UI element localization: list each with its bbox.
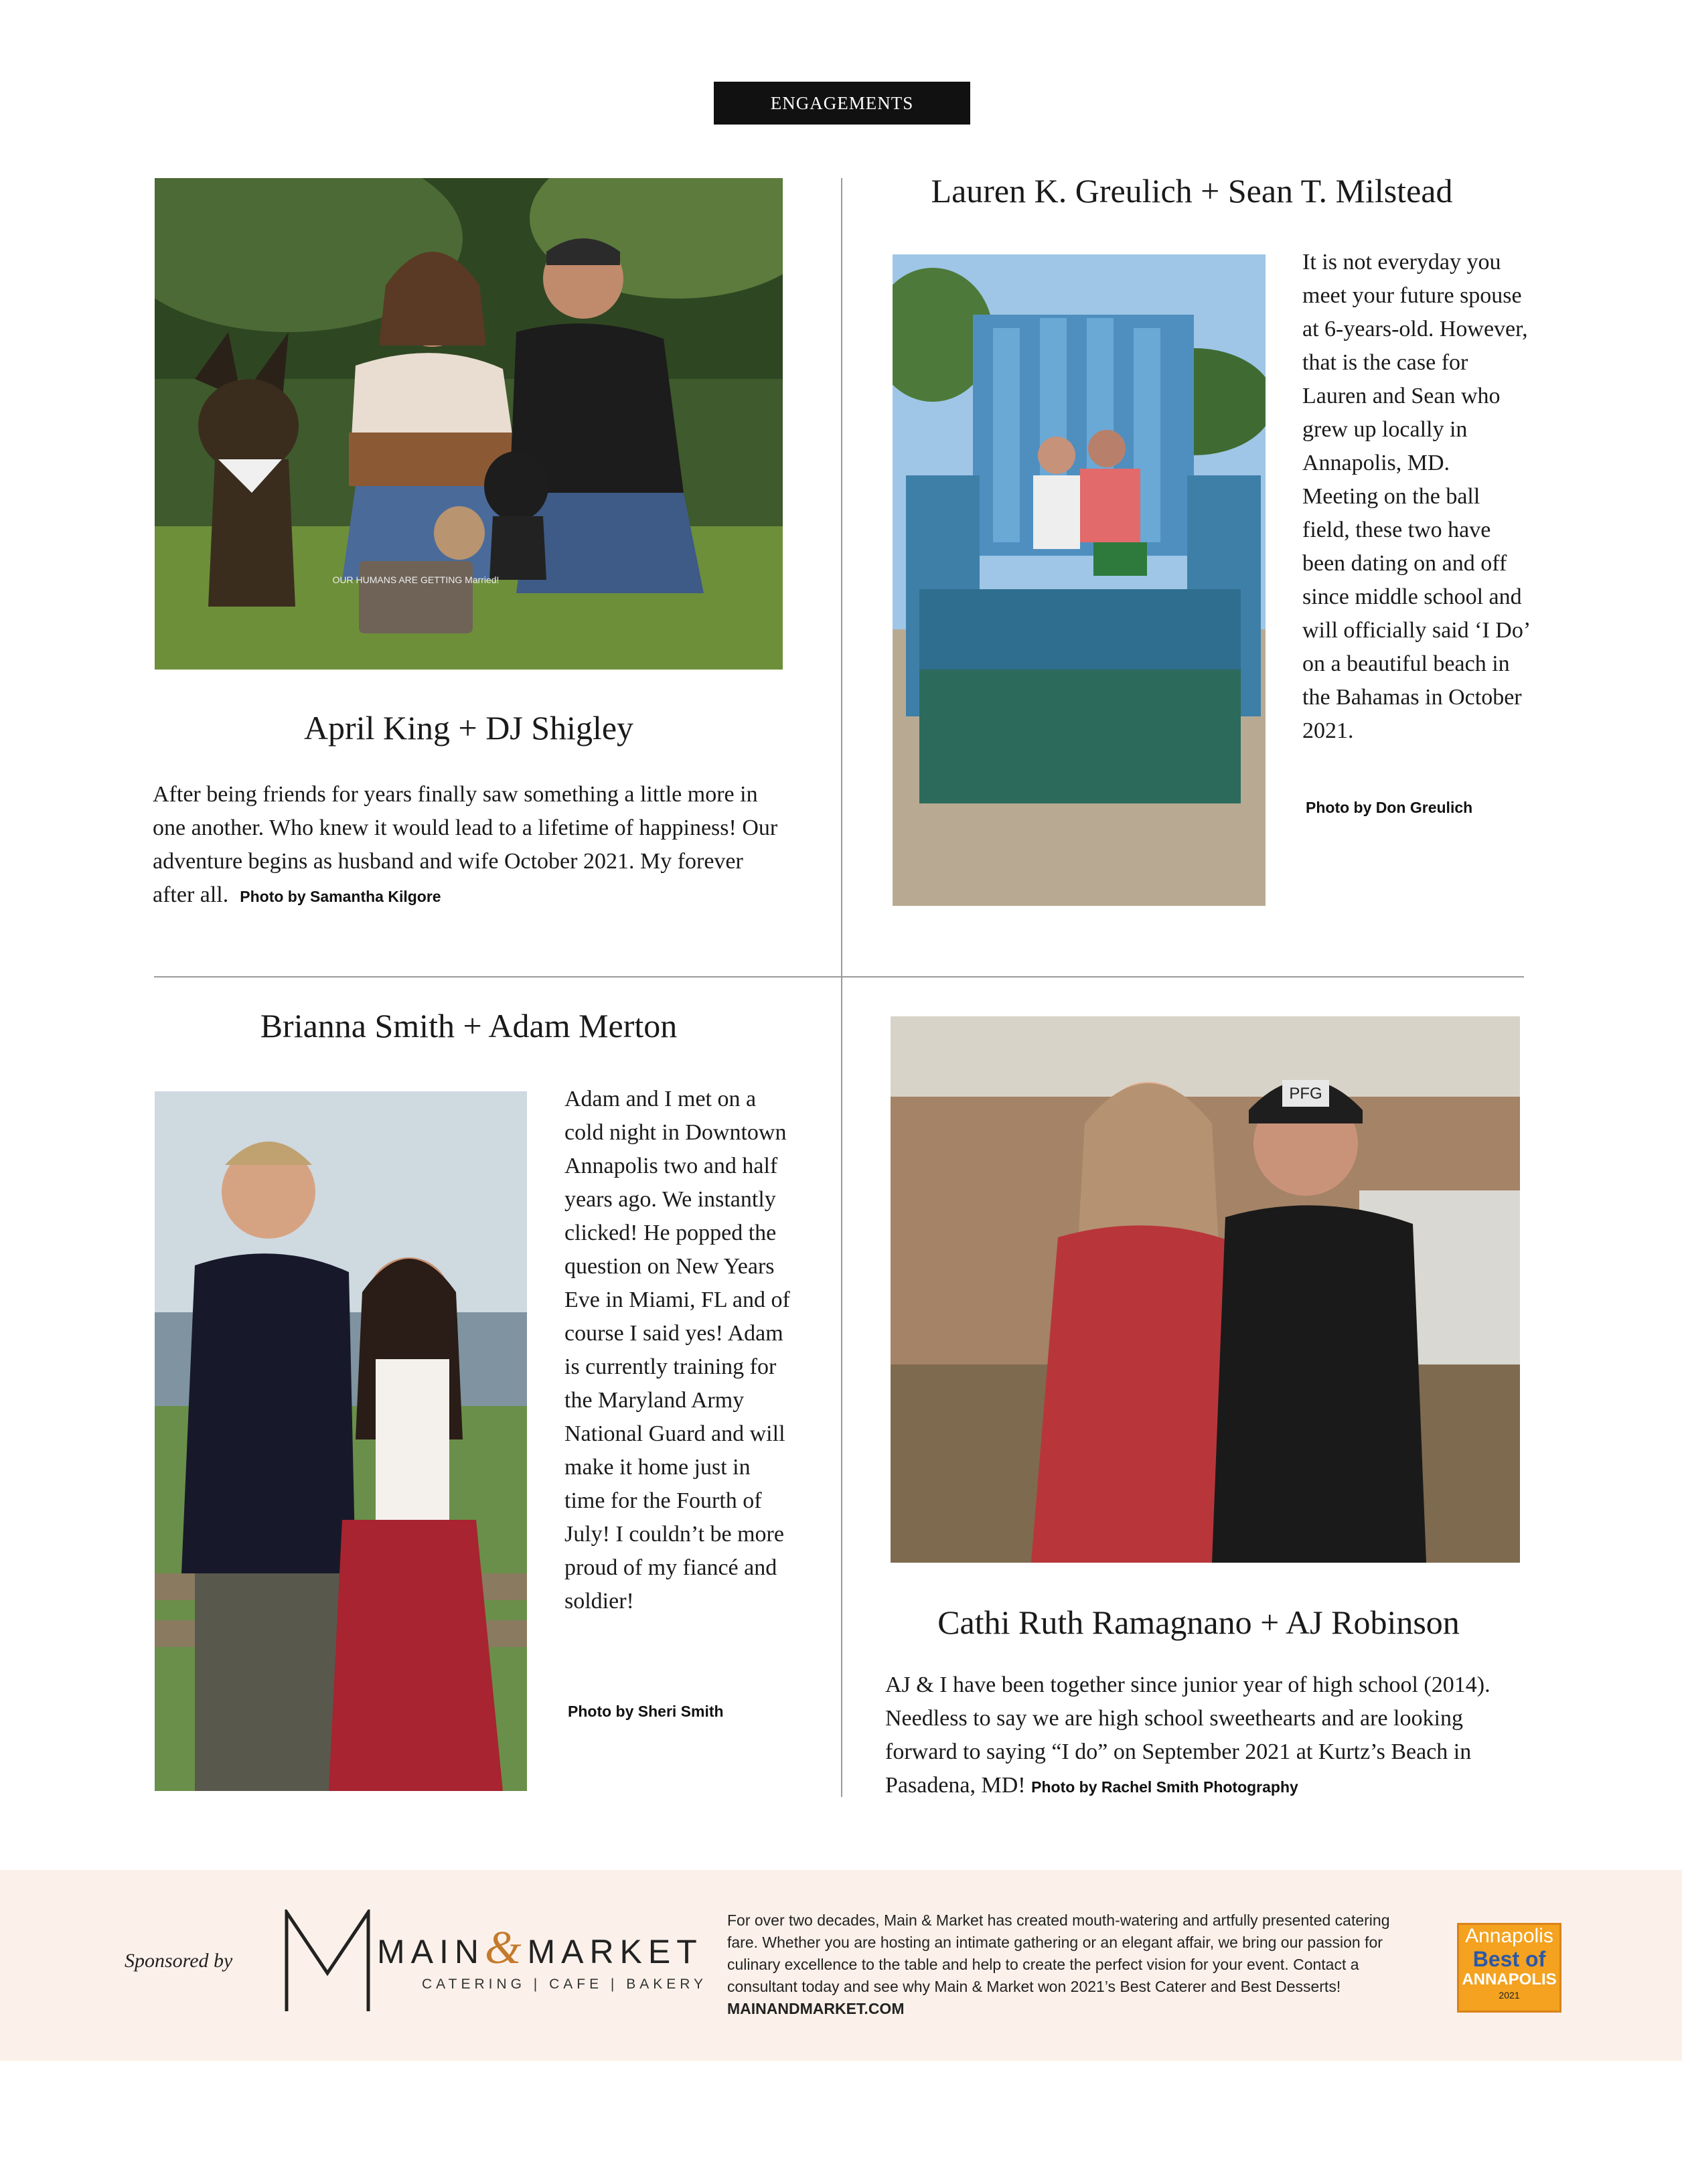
column-divider (841, 178, 842, 1797)
hat-logo: PFG (1289, 1085, 1322, 1103)
story-brianna-adam: Adam and I met on a cold night in Downtown Annapolis two and half years ago. We instantly clicked! He popped the question on New Years Eve in Miami, FL and of course I said yes! Adam is currently training for the Maryland Army National Guard and will make it home just in time for the Fourth of July! I couldn’t be more proud of my fiancé and soldier! (564, 1087, 790, 1614)
sponsor-url-link[interactable]: MAINANDMARKET.COM (727, 2000, 905, 2017)
couple-names-brianna-adam: Brianna Smith + Adam Merton (260, 1007, 678, 1044)
engagement-photo-lauren-sean (893, 254, 1266, 906)
story-cathi-aj (885, 1668, 1528, 1804)
row-divider (154, 976, 1524, 978)
story-april-dj (153, 778, 782, 913)
story-lauren-sean: It is not everyday you meet your future spouse at 6-years-old. However, that is the case for Lauren and Sean who grew up locally in Annapolis, MD. Meeting on the ball field, these two have been dating on and off since middle school and will officially said ‘I Do’ on a beautiful beach in the Bahamas in October 2021. (1302, 250, 1529, 743)
engagement-photo-brianna-adam (155, 1091, 527, 1791)
badge-year: 2021 (1499, 1990, 1520, 2001)
story-text: AJ & I have been together since junior year of high school (2014). Needless to say we are high school sweethearts and are looking forward to saying “I do” on September 2021 at Kurtz’s Beach in Pasadena, MD! (885, 1672, 1490, 1798)
photo-credit: Photo by Samantha Kilgore (240, 888, 441, 905)
sponsor-blurb (727, 1909, 1417, 2020)
sponsor-blurb-text: For over two decades, Main & Market has created mouth-watering and artfully presented catering fare. Whether you are hosting an intimate gathering or an elegant affair, we bring our passion for culinary excellence to the table and help to create the perfect vision for your event. Contact a consultant today and see why Main & Market won 2021’s Best Caterer and Best Desserts! (727, 1912, 1390, 1995)
logo-ampersand: & (485, 1922, 528, 1974)
engagement-photo-cathi-aj (891, 1016, 1520, 1563)
photo-credit-lauren-sean: Photo by Don Greulich (1306, 799, 1473, 816)
main-market-m-icon[interactable] (284, 1909, 371, 2013)
best-of-annapolis-badge (1457, 1923, 1561, 2013)
badge-top: Annapolis (1465, 1925, 1553, 1947)
story-text: After being friends for years finally saw something a little more in one another. Who knew it would lead to a lifetime of happiness! Our adventure begins as husband and wife October 2021. My forever after all. (153, 782, 778, 907)
main-market-wordmark[interactable] (377, 1922, 703, 1975)
photo-credit-brianna-adam: Photo by Sheri Smith (568, 1703, 724, 1720)
badge-bottom: ANNAPOLIS (1462, 1970, 1557, 1988)
section-tag: ENGAGEMENTS (714, 82, 970, 125)
sign-text: OUR HUMANS ARE GETTING Married! (332, 574, 500, 585)
couple-names-april-dj: April King + DJ Shigley (303, 709, 634, 747)
couple-names-cathi-aj: Cathi Ruth Ramagnano + AJ Robinson (937, 1604, 1460, 1641)
engagement-photo-april-dj (155, 178, 783, 670)
logo-subtitle: CATERING | CAFE | BAKERY (422, 1976, 708, 1992)
badge-mid: Best of (1472, 1947, 1546, 1971)
sponsored-by-label: Sponsored by (125, 1950, 233, 1972)
logo-market: MARKET (527, 1933, 703, 1970)
photo-credit: Photo by Rachel Smith Photography (1031, 1778, 1298, 1796)
couple-names-lauren-sean: Lauren K. Greulich + Sean T. Milstead (931, 172, 1453, 210)
logo-main: MAIN (377, 1933, 485, 1970)
